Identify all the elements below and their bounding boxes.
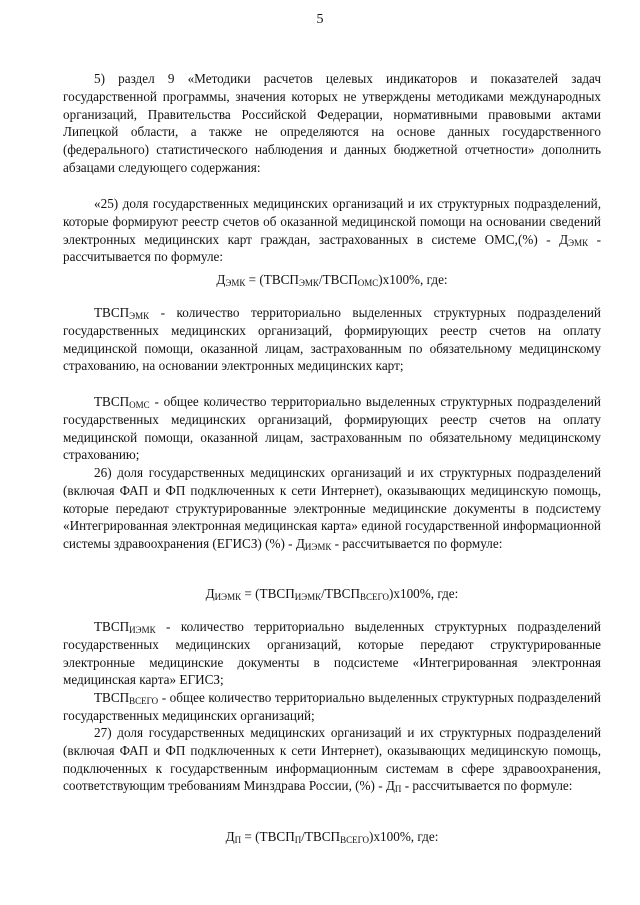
subscript: ВСЕГО (360, 592, 389, 602)
subscript: ИЭМК (129, 625, 156, 635)
subscript: ЭМК (298, 278, 319, 288)
subscript: ИЭМК (304, 542, 332, 553)
paragraph-text: - рассчитывается по формуле: (63, 231, 601, 265)
subscript: ЭМК (568, 237, 589, 248)
paragraph-text: 26) доля государственных медицинских организаций и их структурных подразделений (включая ФАП и ФП подключенных к сети Интернет), оказывающих медицинскую помощь, которые передают структурированные электронные медицинские документы в подсистему «Интегрированная электронная медицинская карта» единой государственной информационной системы здравоохранения (ЕГИСЗ) (%) - Д (63, 465, 601, 552)
subscript: ЭМК (225, 278, 246, 288)
paragraph-text: - общее количество территориально выделенных структурных подразделений государственных медицинских организаций; (63, 690, 601, 723)
term: ТВСП (94, 619, 130, 634)
formula-part: = (ТВСП (241, 586, 295, 601)
formula-iemk (63, 585, 601, 603)
subscript: П (394, 784, 402, 795)
paragraph-item-26 (63, 464, 601, 553)
paragraph-text: 27) доля государственных медицинских организаций и их структурных подразделений (включая ФАП и ФП подключенных к сети Интернет), оказывающих медицинскую помощь, подключенных к государственным информационным системам в сфере здравоохранения, соответствующим требованиям Минздрава России, (%) - Д (63, 725, 601, 794)
formula-part: Д (205, 586, 215, 601)
formula-part: /ТВСП (321, 586, 361, 601)
subscript: ОМС (129, 400, 150, 410)
paragraph-item-27 (63, 724, 601, 795)
definition-tvsp-emk (63, 304, 601, 375)
formula-part: )х100%, где: (378, 272, 448, 287)
term: ТВСП (94, 690, 130, 705)
formula-part: = (ТВСП (241, 829, 295, 844)
subscript: ИЭМК (294, 592, 322, 602)
paragraph-text: «25) доля государственных медицинских организаций и их структурных подразделений, которые формируют реестр счетов об оказанной медицинской помощи на основании сведений электронных медицинских карт граждан, застрахованных в системе ОМС,(%) - Д (63, 196, 601, 247)
formula-part: )х100%, где: (389, 586, 459, 601)
formula-part: /ТВСП (301, 829, 341, 844)
subscript: ВСЕГО (340, 835, 370, 845)
subscript: ВСЕГО (129, 696, 159, 706)
paragraph-text: - общее количество территориально выделенных структурных подразделений государственных медицинских организаций, формирующих реестр счетов на оплату медицинской помощи, оказанной лицам, застрахованным по обязательному медицинскому страхованию; (63, 394, 601, 463)
formula-part: Д (216, 272, 226, 287)
formula-part: Д (225, 829, 235, 844)
definition-tvsp-oms (63, 393, 601, 464)
term: ТВСП (94, 305, 130, 320)
term: ТВСП (94, 394, 130, 409)
formula-part: = (ТВСП (245, 272, 299, 287)
page-number: 5 (316, 12, 324, 27)
subscript: ИЭМК (214, 592, 242, 602)
formula-part: )х100%, где: (369, 829, 439, 844)
subscript: П (234, 835, 242, 845)
definition-tvsp-vsego (63, 689, 601, 725)
paragraph-item-25 (63, 195, 601, 266)
formula-emk (63, 271, 601, 289)
subscript: П (294, 835, 302, 845)
paragraph-text: - количество территориально выделенных структурных подразделений государственных медицинских организаций, формирующих реестр счетов на оплату медицинской помощи, оказанной лицам, застрахованным по обязательному медицинскому страхованию, на основании электронных медицинских карт; (63, 305, 601, 374)
paragraph-text: 5) раздел 9 «Методики расчетов целевых индикаторов и показателей задач государственной программы, значения которых не утверждены методиками международных организаций, Правительства Российской Федерации, нормативными правовыми актами Липецкой области, а также не определяются на основе данных государственного (федерального) статистического наблюдения и данных бюджетной отчетности» дополнить абзацами следующего содержания: (63, 71, 601, 175)
subscript: ОМС (357, 278, 379, 288)
paragraph-text: - рассчитывается по формуле: (331, 536, 503, 552)
definition-tvsp-iemk (63, 618, 601, 689)
paragraph-item-5 (63, 70, 601, 177)
paragraph-text: - количество территориально выделенных структурных подразделений государственных медицинских организаций, которые передают структурированные электронные медицинские документы в подсистеме «Интегрированная электронная медицинская карта» ЕГИСЗ; (63, 619, 601, 688)
subscript: ЭМК (129, 311, 150, 321)
formula-p (63, 828, 601, 846)
formula-part: /ТВСП (318, 272, 358, 287)
paragraph-text: - рассчитывается по формуле: (401, 778, 573, 794)
